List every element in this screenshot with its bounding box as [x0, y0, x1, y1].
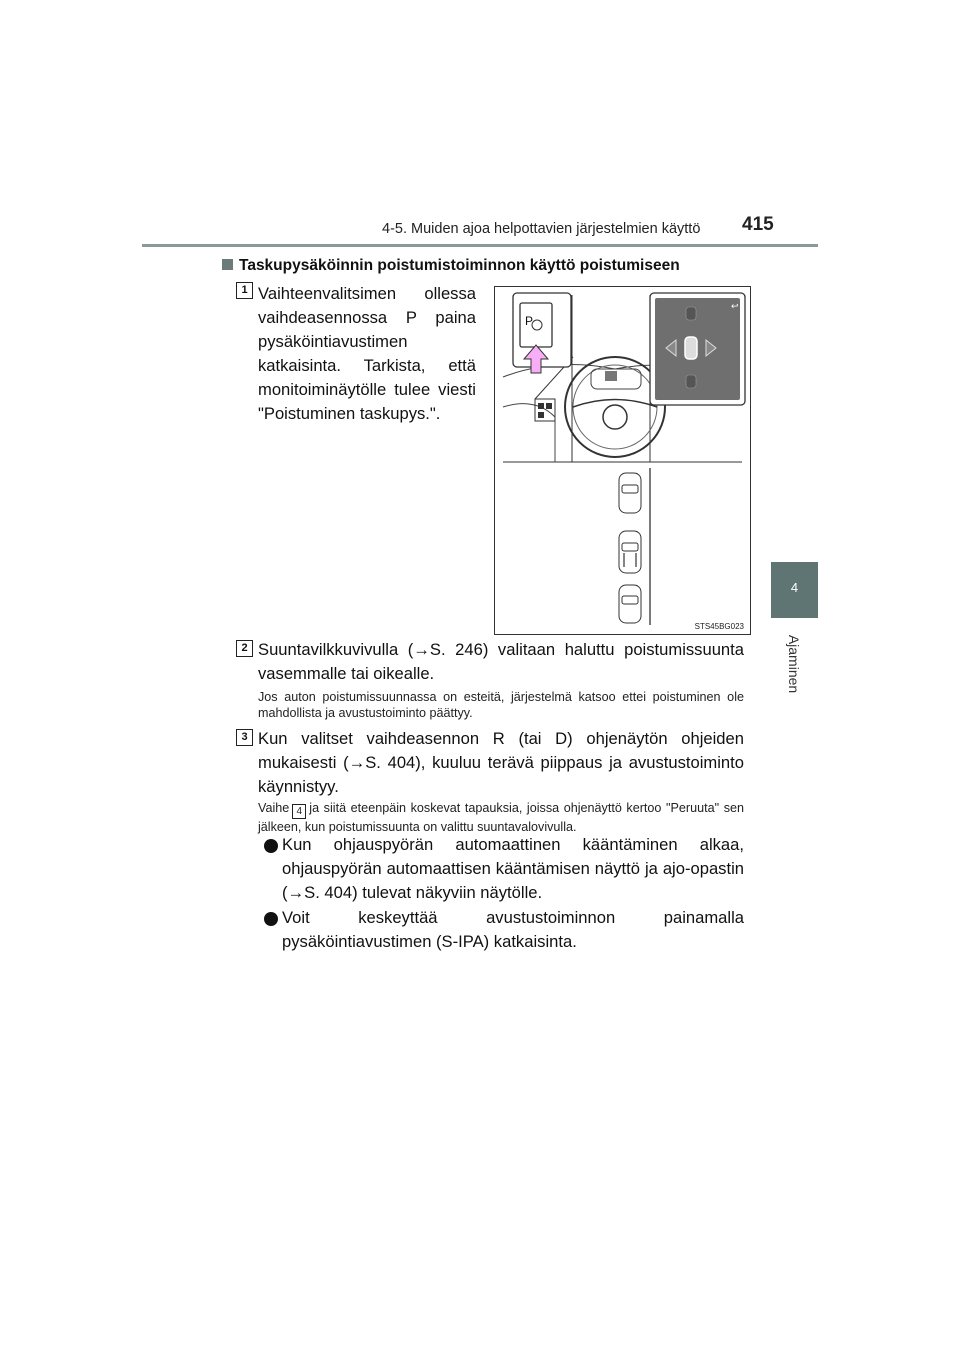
figure-code: STS45BG023	[694, 622, 744, 631]
bullet-icon	[264, 912, 278, 926]
switch-label-p: P	[525, 314, 534, 328]
step-number-3: 3	[236, 729, 253, 746]
step-3-text: Kun valitset vaihdeasennon R (tai D) ohjenäytön ohjeiden mukaisesti (→S. 404), kuuluu terävä piippaus ja avustustoiminto käynnistyy.	[258, 729, 744, 796]
chapter-number: 4	[790, 580, 799, 595]
step-3-note	[258, 800, 744, 835]
section-title-text: Taskupysäköinnin poistumistoiminnon käyttö poistumiseen	[239, 257, 680, 274]
step-number-2: 2	[236, 640, 253, 657]
step-1-text: Vaihteenvalitsimen ollessa vaihdeasennossa P paina pysäköintiavustimen katkaisinta. Tarkista, että monitoiminäytölle tulee viesti "Poistuminen taskupys.".	[258, 284, 476, 423]
svg-text:↩: ↩	[731, 302, 739, 312]
header-section-title: 4-5. Muiden ajoa helpottavien järjestelmien käyttö	[382, 221, 701, 237]
bullet-icon	[264, 839, 278, 853]
step-2-note: Jos auton poistumissuunnassa on esteitä, järjestelmä katsoo ettei poistuminen ole mahdollista ja avustustoiminto päättyy.	[258, 690, 744, 720]
step-ref-box: 4	[292, 804, 306, 819]
section-title	[222, 257, 680, 275]
header-rule	[142, 244, 818, 247]
note-suffix: ja siitä eteenpäin koskevat tapauksia, joissa ohjenäyttö kertoo "Peruuta" sen jälkeen, kun poistumissuunta on valittu suuntavalovivulla.	[258, 801, 744, 834]
note-prefix: Vaihe	[258, 801, 290, 815]
chapter-tab[interactable]	[771, 562, 818, 618]
square-bullet-icon	[222, 259, 233, 270]
step-2-text: Suuntavilkkuvivulla (→S. 246) valitaan haluttu poistumissuunta vasemmalle tai oikealle.	[258, 640, 744, 683]
bullet-item: Kun ohjauspyörän automaattinen kääntäminen alkaa, ohjauspyörän automaattisen kääntämisen näyttö ja ajo-opastin (→S. 404) tulevat näkyviin näytölle.	[282, 835, 744, 902]
chapter-label: Ajaminen	[786, 634, 802, 694]
page-number: 415	[742, 214, 774, 235]
illustration-parking-exit	[494, 286, 751, 635]
illustration-svg	[495, 287, 750, 634]
step-number-1: 1	[236, 282, 253, 299]
bullet-item: Voit keskeyttää avustustoiminnon painamalla pysäköintiavustimen (S-IPA) katkaisinta.	[282, 908, 744, 951]
